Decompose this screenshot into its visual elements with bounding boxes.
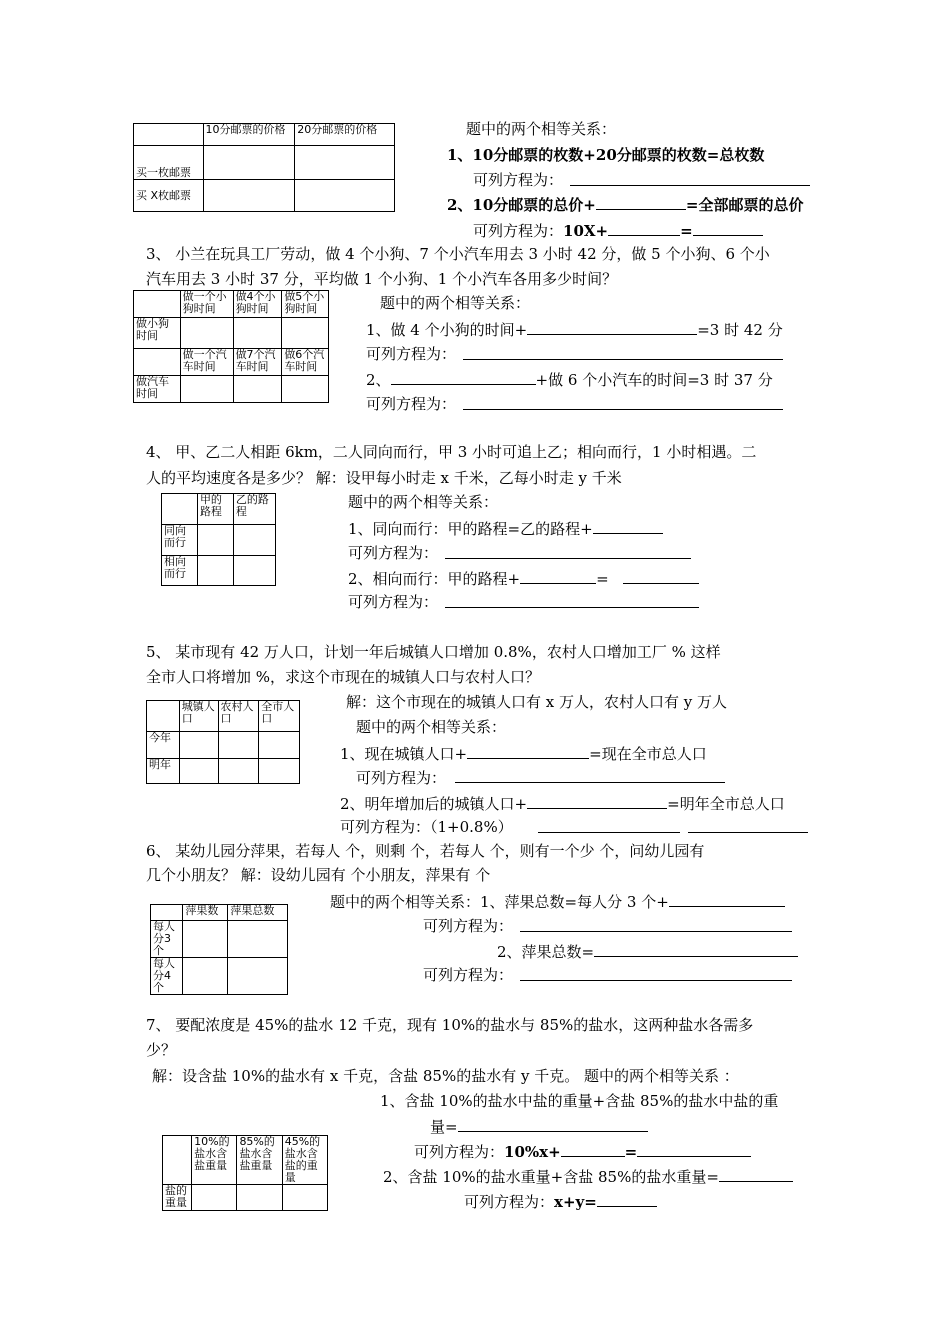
equation-line: 可列方程为：10%x+ =: [414, 1142, 751, 1162]
table-header: 做6个汽车时间: [282, 349, 329, 376]
relation-2: 2、萍果总数=: [497, 942, 798, 962]
answer-blank[interactable]: [520, 569, 596, 584]
table-row-label: 买一枚邮票: [134, 146, 204, 180]
table-header: 萍果总数: [228, 905, 288, 921]
table-row-label: 买 X枚邮票: [134, 180, 204, 212]
relation-1: 1、做 4 个小狗的时间+ =3 时 42 分: [366, 321, 783, 339]
problem-4-text: 4、 甲、乙二人相距 6km，二人同向而行，甲 3 小时可追上乙；相向而行，1 小时相遇。二: [146, 443, 757, 461]
equation-label: 可列方程为：: [423, 917, 514, 935]
problem-6-text: 几个小朋友？ 解：设幼儿园有 个小朋友，萍果有 个: [146, 866, 491, 884]
answer-line[interactable]: [463, 359, 783, 360]
table-header: 做一个汽车时间: [180, 349, 233, 376]
solution-setup: 解：设含盐 10%的盐水有 x 千克，含盐 85%的盐水有 y 千克。 题中的两个相等关系 ：: [152, 1067, 739, 1085]
answer-blank[interactable]: [391, 370, 536, 385]
answer-line[interactable]: [445, 558, 691, 559]
problem-3-text: 汽车用去 3 小时 37 分，平均做 1 个小狗、1 个小汽车各用多少时间？: [146, 270, 618, 288]
answer-blank[interactable]: [637, 1142, 751, 1157]
relation-1: 1、含盐 10%的盐水中盐的重量+含盐 85%的盐水中盐的重: [380, 1092, 779, 1110]
answer-blank[interactable]: [596, 195, 686, 210]
table-header: 萍果数: [183, 905, 228, 921]
table-row-label: 做小狗时间: [134, 318, 181, 349]
relations-heading: 题中的两个相等关系：: [348, 493, 499, 511]
relations-heading: 题中的两个相等关系：1、萍果总数=每人分 3 个+: [330, 892, 785, 912]
salt-table: [162, 1135, 328, 1211]
relation-2: 2、明年增加后的城镇人口+ =明年全市总人口: [340, 795, 785, 813]
problem-5-text: 5、 某市现有 42 万人口，计划一年后城镇人口增加 0.8%，农村人口增加工厂 % 这样: [146, 643, 721, 661]
relations-heading: 题中的两个相等关系：: [380, 294, 531, 312]
answer-blank[interactable]: [594, 942, 798, 957]
table-header: 甲的路程: [197, 494, 233, 525]
relation-2: 2、相向而行：甲的路程+ =: [348, 569, 699, 589]
answer-blank[interactable]: [527, 794, 667, 809]
problem-5-text: 全市人口将增加 %，求这个市现在的城镇人口与农村人口？: [146, 668, 541, 686]
table-header: 10%的盐水含盐重量: [192, 1136, 237, 1185]
equation-label: 可列方程为：: [348, 593, 439, 611]
table-header: 做7个汽车时间: [233, 349, 282, 376]
equation-label: 可列方程为：: [366, 345, 457, 363]
answer-line[interactable]: [455, 782, 725, 783]
answer-blank[interactable]: [527, 320, 697, 335]
answer-line[interactable]: [463, 409, 783, 410]
table-header: 85%的盐水含盐重量: [237, 1136, 282, 1185]
problem-7-text: 少？: [146, 1041, 177, 1059]
solution-setup: 解：这个市现在的城镇人口有 x 万人，农村人口有 y 万人: [346, 693, 728, 711]
answer-blank[interactable]: [669, 892, 785, 907]
equation-label: 可列方程为：（1+0.8%）: [340, 818, 513, 836]
table-header: 45%的盐水含盐的重量: [282, 1136, 327, 1185]
relation-1-cont: 量=: [430, 1117, 648, 1137]
table-header: 做4个小狗时间: [233, 291, 282, 318]
answer-line[interactable]: [538, 832, 680, 833]
relation-1: 1、现在城镇人口+ =现在全市总人口: [340, 745, 707, 763]
relations-heading: 题中的两个相等关系：: [466, 120, 617, 138]
equation-label: 可列方程为：: [356, 769, 447, 787]
equation-label: 可列方程为：: [366, 395, 457, 413]
answer-blank[interactable]: [467, 744, 589, 759]
table-row-label: 明年: [147, 759, 180, 784]
relation-2: 2、 +做 6 个小汽车的时间=3 时 37 分: [366, 371, 773, 389]
table-header: 做5个小狗时间: [282, 291, 329, 318]
table-header: 城镇人口: [179, 701, 218, 732]
answer-line[interactable]: [688, 832, 808, 833]
table-row-label: 盐的重量: [163, 1185, 192, 1211]
table-header: 全市人口: [259, 701, 300, 732]
answer-line[interactable]: [520, 980, 792, 981]
table-row-label: 每人分4个: [151, 958, 183, 995]
answer-blank[interactable]: [693, 221, 763, 236]
problem-6-text: 6、 某幼儿园分萍果，若每人 个，则剩 个，若每人 个，则有一个少 个，问幼儿园有: [146, 842, 705, 860]
problem-4-text: 人的平均速度各是多少？ 解：设甲每小时走 x 千米，乙每小时走 y 千米: [146, 469, 622, 487]
table-header: 10分邮票的价格: [203, 124, 295, 146]
answer-blank[interactable]: [623, 569, 699, 584]
stamp-table: [133, 123, 395, 212]
table-row-label: 今年: [147, 732, 180, 759]
answer-line[interactable]: [445, 607, 699, 608]
answer-blank[interactable]: [593, 519, 663, 534]
answer-line[interactable]: [570, 185, 810, 186]
relation-2: 2、10分邮票的总价+ =全部邮票的总价: [447, 196, 804, 214]
table-header: 农村人口: [218, 701, 259, 732]
equation-line: 可列方程为：10X+ =: [473, 221, 763, 241]
relation-2: 2、含盐 10%的盐水重量+含盐 85%的盐水重量=: [383, 1167, 793, 1187]
answer-line[interactable]: [520, 931, 792, 932]
equation-label: 可列方程为：: [473, 171, 564, 189]
equation-line: 可列方程为：x+y=: [464, 1192, 657, 1212]
toy-table: [133, 290, 329, 403]
table-row-label: 同向而行: [162, 525, 198, 556]
problem-3-text: 3、 小兰在玩具工厂劳动，做 4 个小狗、7 个小汽车用去 3 小时 42 分，做 5 个小狗、6 个小: [146, 245, 770, 263]
population-table: [146, 700, 300, 784]
speed-table: [161, 493, 276, 586]
problem-7-text: 7、 要配浓度是 45%的盐水 12 千克，现有 10%的盐水与 85%的盐水，这两种盐水各需多: [146, 1016, 754, 1034]
relation-1: 1、10分邮票的枚数+20分邮票的枚数=总枚数: [447, 146, 765, 164]
table-row-label: 相向而行: [162, 556, 198, 586]
answer-blank[interactable]: [719, 1167, 793, 1182]
table-header: 20分邮票的价格: [295, 124, 395, 146]
table-header: 乙的路程: [233, 494, 275, 525]
apple-table: [150, 904, 288, 995]
table-row-label: 每人分3个: [151, 921, 183, 958]
relation-1: 1、同向而行：甲的路程=乙的路程+: [348, 519, 663, 539]
answer-blank[interactable]: [458, 1117, 648, 1132]
table-header: 做一个小狗时间: [180, 291, 233, 318]
answer-blank[interactable]: [608, 221, 680, 236]
relations-heading: 题中的两个相等关系：: [356, 718, 507, 736]
equation-label: 可列方程为：: [423, 966, 514, 984]
table-row-label: 做汽车时间: [134, 376, 181, 403]
answer-blank[interactable]: [561, 1142, 625, 1157]
equation-label: 可列方程为：: [348, 544, 439, 562]
answer-blank[interactable]: [597, 1192, 657, 1207]
